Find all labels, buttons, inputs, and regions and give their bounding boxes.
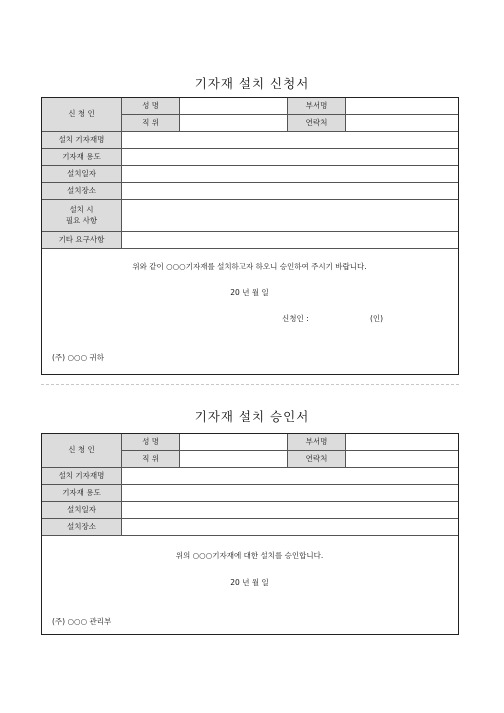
form1-title: 기자재 설치 신청서 bbox=[194, 76, 310, 91]
requirements-label bbox=[42, 200, 122, 231]
install-date-field[interactable] bbox=[122, 166, 458, 182]
approval-department-label: 부서명 bbox=[288, 434, 346, 450]
department-field[interactable] bbox=[346, 98, 458, 114]
approval-contact-label: 연락처 bbox=[288, 451, 346, 467]
name-label: 성 명 bbox=[122, 98, 180, 114]
requirements-label-line2: 필요 사항 bbox=[65, 215, 98, 225]
approval-applicant-row bbox=[42, 434, 458, 468]
department-label: 부서명 bbox=[288, 98, 346, 114]
equipment-purpose-field[interactable] bbox=[122, 149, 458, 165]
approval-equipment-purpose-row bbox=[42, 485, 458, 502]
form2-title: 기자재 설치 승인서 bbox=[194, 409, 310, 424]
other-requests-row bbox=[42, 232, 458, 249]
request-date: 20 년 월 일 bbox=[230, 288, 269, 297]
requirements-row bbox=[42, 200, 458, 232]
applicant-label: 신 청 인 bbox=[42, 98, 122, 131]
equipment-purpose-row bbox=[42, 149, 458, 166]
contact-field[interactable] bbox=[346, 115, 458, 131]
equipment-name-label: 설치 기자재명 bbox=[42, 132, 122, 148]
signer-label: 신청인 : bbox=[282, 314, 309, 323]
requirements-label-line1: 설치 시 bbox=[69, 205, 94, 215]
approval-install-location-field[interactable] bbox=[122, 519, 458, 535]
approval-install-location-label: 설치장소 bbox=[42, 519, 122, 535]
approval-equipment-name-row bbox=[42, 468, 458, 485]
request-text: 위와 같이 ○○○기자재를 설치하고자 하오니 승인하여 주시기 바랍니다. bbox=[132, 262, 367, 271]
approval-statement-area bbox=[42, 536, 458, 633]
seal-mark: (인) bbox=[370, 314, 384, 323]
approval-equipment-name-field[interactable] bbox=[122, 468, 458, 484]
approval-name-field[interactable] bbox=[180, 434, 288, 450]
name-field[interactable] bbox=[180, 98, 288, 114]
approval-position-field[interactable] bbox=[180, 451, 288, 467]
install-location-row bbox=[42, 183, 458, 200]
approval-install-date-field[interactable] bbox=[122, 502, 458, 518]
approval-equipment-purpose-label: 기자재 용도 bbox=[42, 485, 122, 501]
equipment-purpose-label: 기자재 용도 bbox=[42, 149, 122, 165]
install-date-row bbox=[42, 166, 458, 183]
recipient-text: (주) ○○○ 귀하 bbox=[52, 353, 104, 362]
install-date-label: 설치일자 bbox=[42, 166, 122, 182]
equipment-name-row bbox=[42, 132, 458, 149]
other-requests-label: 기타 요구사항 bbox=[42, 232, 122, 248]
approval-install-date-row bbox=[42, 502, 458, 519]
section-divider bbox=[41, 384, 459, 385]
issuer-text: (주) ○○○ 관리부 bbox=[52, 617, 112, 626]
install-location-field[interactable] bbox=[122, 183, 458, 199]
approval-applicant-label: 신 청 인 bbox=[42, 434, 122, 467]
applicant-row bbox=[42, 98, 458, 132]
approval-install-location-row bbox=[42, 519, 458, 536]
approval-department-field[interactable] bbox=[346, 434, 458, 450]
application-form bbox=[41, 97, 459, 375]
install-location-label: 설치장소 bbox=[42, 183, 122, 199]
position-label: 직 위 bbox=[122, 115, 180, 131]
requirements-field[interactable] bbox=[122, 200, 458, 231]
approval-position-label: 직 위 bbox=[122, 451, 180, 467]
approval-install-date-label: 설치일자 bbox=[42, 502, 122, 518]
request-statement-area bbox=[42, 249, 458, 373]
contact-label: 연락처 bbox=[288, 115, 346, 131]
approval-equipment-name-label: 설치 기자재명 bbox=[42, 468, 122, 484]
approval-form bbox=[41, 433, 459, 635]
approval-text: 위의 ○○○기자재에 대한 설치를 승인합니다. bbox=[175, 551, 324, 560]
approval-equipment-purpose-field[interactable] bbox=[122, 485, 458, 501]
approval-name-label: 성 명 bbox=[122, 434, 180, 450]
approval-contact-field[interactable] bbox=[346, 451, 458, 467]
position-field[interactable] bbox=[180, 115, 288, 131]
equipment-name-field[interactable] bbox=[122, 132, 458, 148]
other-requests-field[interactable] bbox=[122, 232, 458, 248]
approval-date: 20 년 월 일 bbox=[230, 578, 269, 587]
